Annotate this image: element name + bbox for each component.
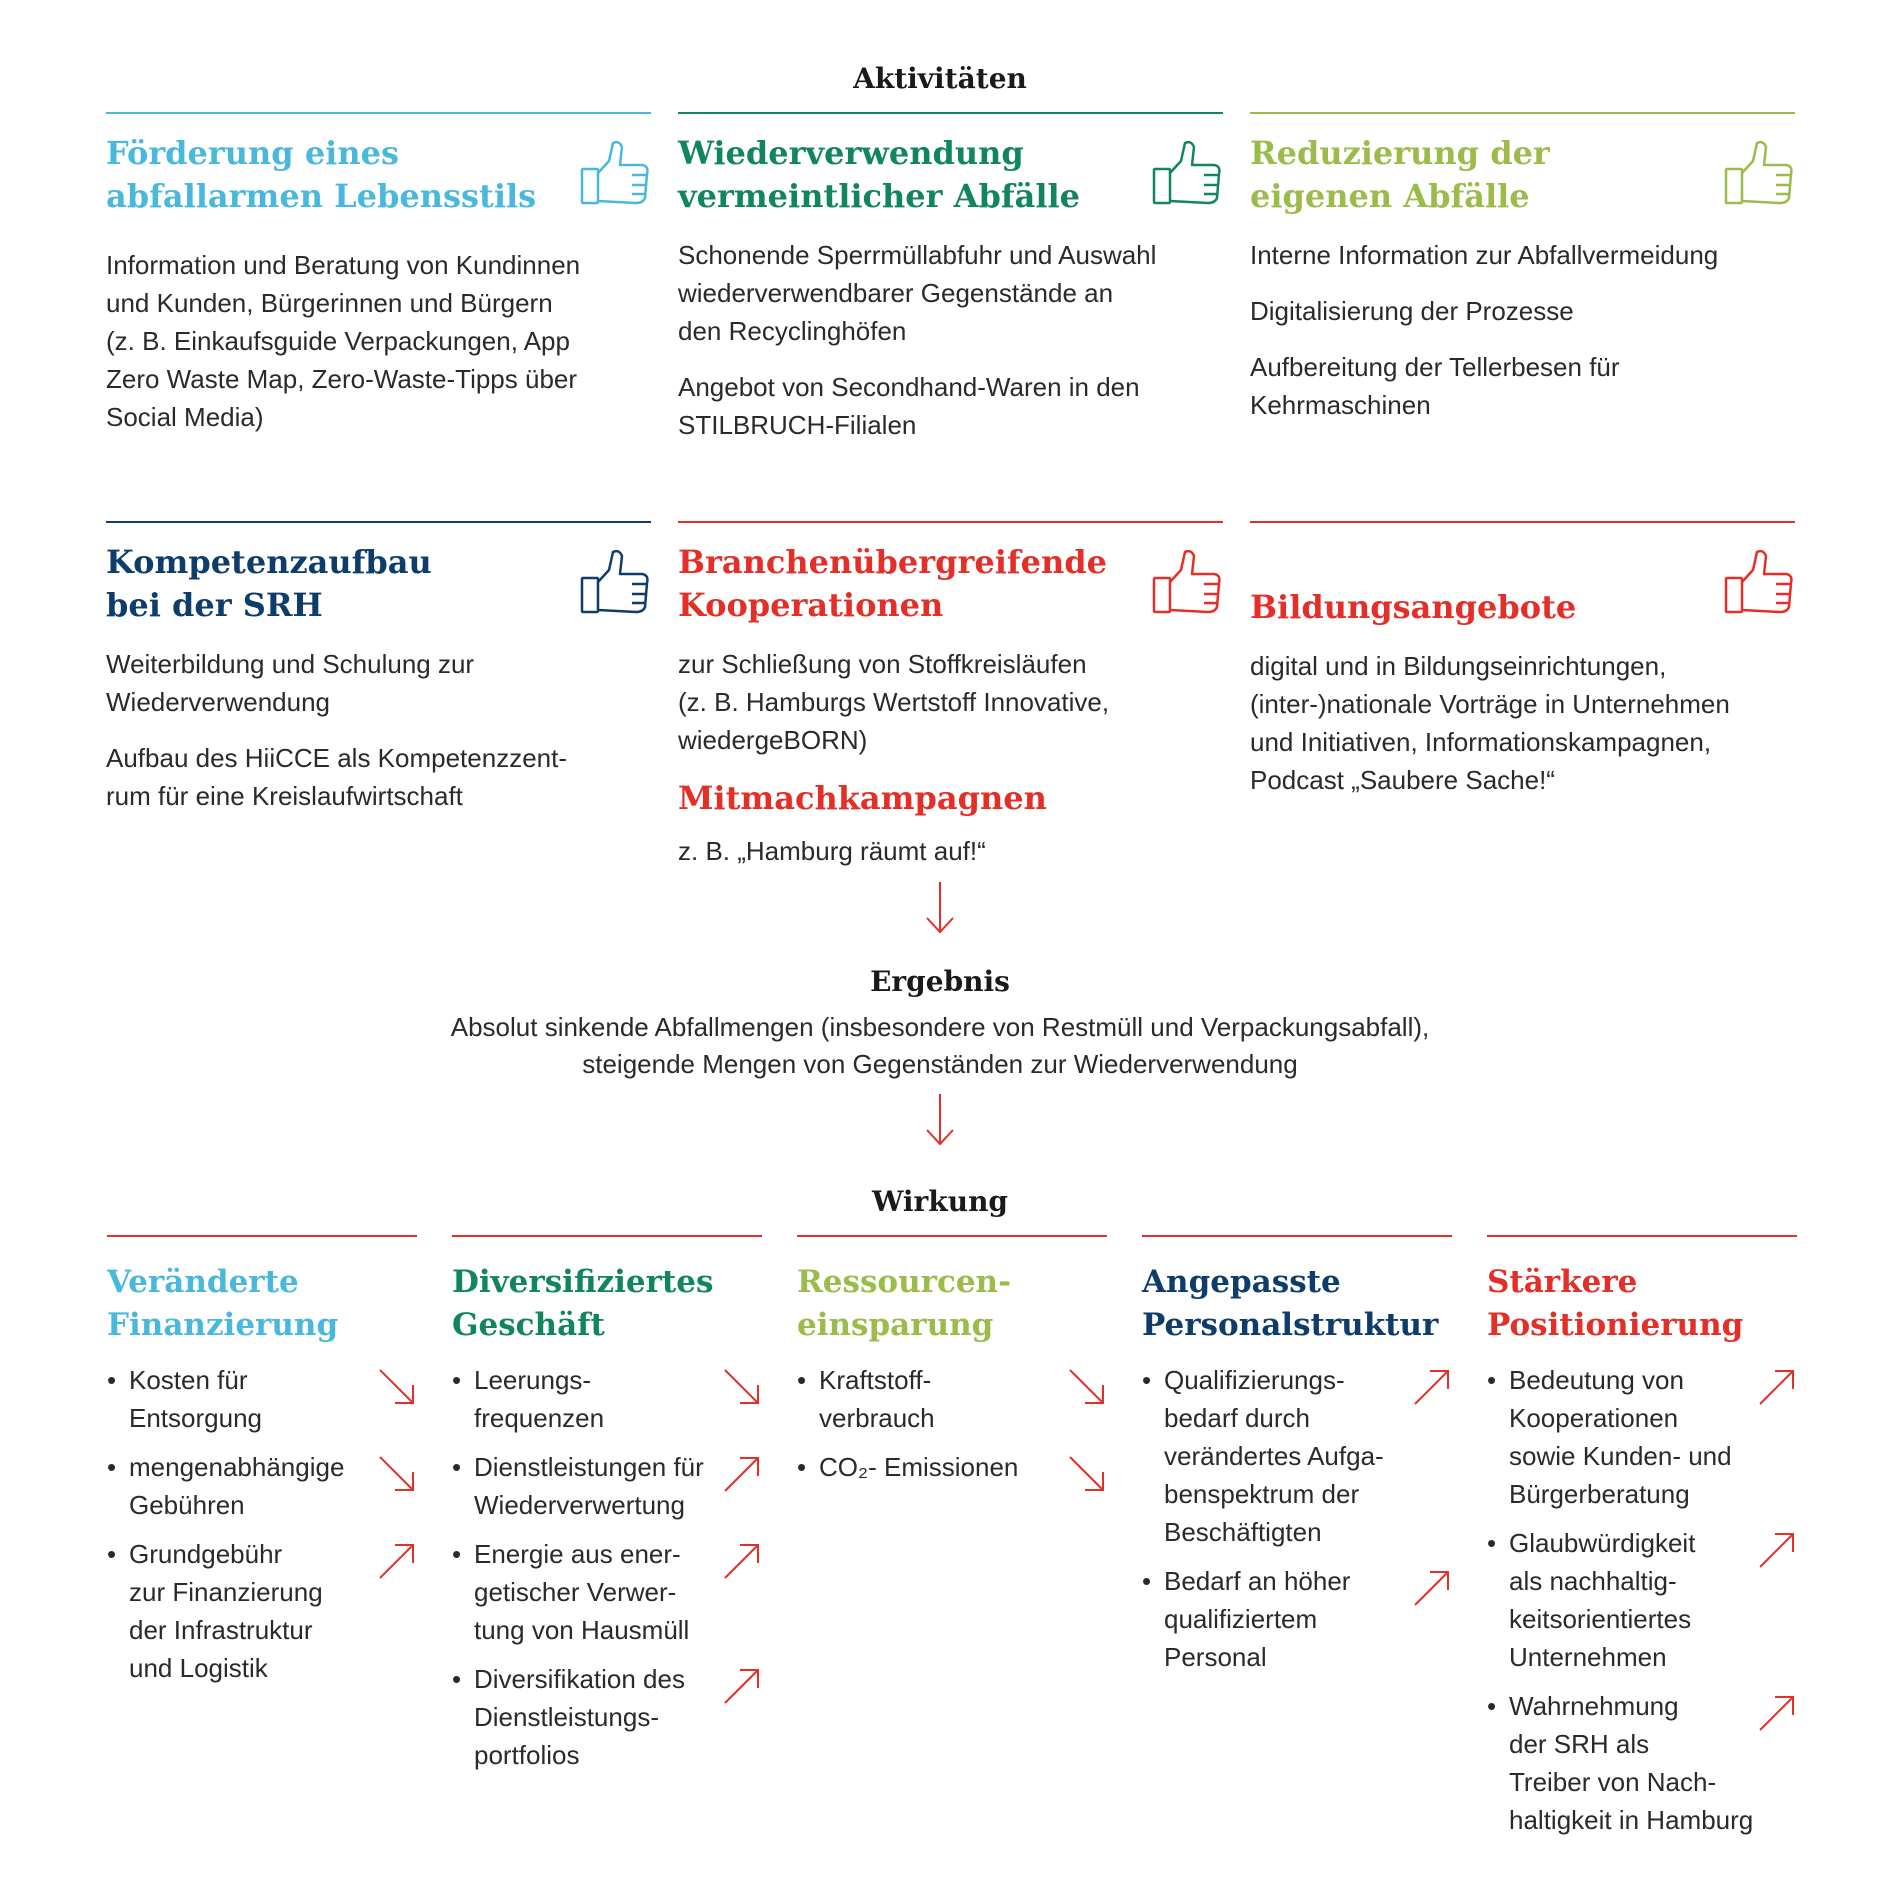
box-title-line: Personalstruktur [1142, 1307, 1439, 1343]
impact-item-line: der Infrastruktur [129, 1615, 313, 1645]
box-title-line: Diversifiziertes [452, 1264, 714, 1300]
result-line-2: steigende Mengen von Gegenständen zur Wiederverwendung [582, 1049, 1298, 1079]
bullet-dot: • [1142, 1365, 1152, 1395]
impact-heading: Wirkung [871, 1185, 1009, 1218]
paragraph-line: digital und in Bildungseinrichtungen, [1250, 651, 1667, 681]
paragraph-line: Wiederverwendung [106, 687, 331, 717]
box-title-line: Wiederverwendung [678, 134, 1024, 172]
thumbs-up-icon [1723, 546, 1795, 618]
impact-item [1487, 1361, 1797, 1513]
paragraph-line: Angebot von Secondhand-Waren in den [678, 372, 1140, 402]
section-divider [452, 1235, 762, 1237]
box-title [797, 1261, 1107, 1347]
trend-up-arrow-icon [1412, 1367, 1452, 1407]
box-title-line: Veränderte [107, 1264, 299, 1300]
impact-item-line: Diversifikation des [474, 1664, 685, 1694]
trend-up-arrow-icon [377, 1541, 417, 1581]
impact-item-line: Wahrnehmung [1509, 1691, 1679, 1721]
section-divider [106, 521, 651, 523]
impact-item-line: als nachhaltig- [1509, 1566, 1677, 1596]
paragraph-line: STILBRUCH-Filialen [678, 410, 917, 440]
box-title-line: Finanzierung [107, 1307, 339, 1343]
activity-box-competence [106, 521, 651, 815]
impact-item [797, 1361, 1107, 1437]
description-paragraph [1250, 348, 1795, 424]
paragraph-line: Social Media) [106, 402, 264, 432]
impact-item-line: Gebühren [129, 1490, 245, 1520]
impact-item [452, 1660, 762, 1774]
description-paragraph [678, 832, 1223, 870]
impact-item-line: tung von Hausmüll [474, 1615, 690, 1645]
description-paragraph [106, 739, 651, 815]
impact-item-line: portfolios [474, 1740, 580, 1770]
result-line-1: Absolut sinkende Abfallmengen (insbesondere von Restmüll und Verpackungsabfall), [450, 1012, 1430, 1042]
impact-item [107, 1535, 417, 1687]
impact-item-line: Bedarf an höher [1164, 1566, 1351, 1596]
paragraph-line: Aufbereitung der Tellerbesen für [1250, 352, 1620, 382]
box-title-line: Geschäft [452, 1307, 605, 1343]
description-paragraph [678, 645, 1223, 759]
description-paragraph [1250, 236, 1795, 274]
impact-item [452, 1448, 762, 1524]
impact-item-line: Qualifizierungs- [1164, 1365, 1345, 1395]
thumbs-up-icon [1723, 137, 1795, 209]
box-title [107, 1261, 417, 1347]
impact-item-line: der SRH als [1509, 1729, 1650, 1759]
impact-item-line: benspektrum der [1164, 1479, 1360, 1509]
box-title-line: bei der SRH [106, 586, 323, 624]
impact-item [1142, 1562, 1452, 1676]
impact-item-line: verbrauch [819, 1403, 935, 1433]
bullet-dot: • [452, 1365, 462, 1395]
paragraph-line: Weiterbildung und Schulung zur [106, 649, 475, 679]
impact-item-line: CO₂- Emissionen [819, 1452, 1019, 1482]
box-title [106, 541, 651, 627]
impact-item [452, 1535, 762, 1649]
description-paragraph [106, 246, 651, 436]
box-title-line: Förderung eines [106, 134, 399, 172]
impact-item-line: Personal [1164, 1642, 1267, 1672]
description-paragraph [1250, 647, 1795, 799]
impact-item-line: Kosten für [129, 1365, 248, 1395]
thumbs-up-icon [1151, 137, 1223, 209]
impact-list [1142, 1361, 1452, 1676]
box-title-line: Stärkere [1487, 1264, 1638, 1300]
box-title-line: Kooperationen [678, 586, 944, 624]
activity-box-reuse [678, 112, 1223, 444]
trend-up-arrow-icon [1412, 1568, 1452, 1608]
box-title-line: Branchenübergreifende [678, 543, 1108, 581]
section-divider [797, 1235, 1107, 1237]
impact-item-line: frequenzen [474, 1403, 605, 1433]
impact-list [107, 1361, 417, 1687]
box-subtitle: Mitmachkampagnen [678, 779, 1047, 817]
section-divider [1250, 521, 1795, 523]
impact-column-financing [107, 1235, 417, 1698]
box-title-line: Positionierung [1487, 1307, 1744, 1343]
thumbs-up-icon [579, 137, 651, 209]
paragraph-line: wiedergeBORN) [678, 725, 868, 755]
box-title-line: vermeintlicher Abfälle [678, 177, 1081, 215]
paragraph-line: (z. B. Einkaufsguide Verpackungen, App [106, 326, 570, 356]
bullet-dot: • [107, 1365, 117, 1395]
impact-item-line: Energie aus ener- [474, 1539, 681, 1569]
impact-item-line: Grundgebühr [129, 1539, 283, 1569]
trend-down-arrow-icon [1067, 1454, 1107, 1494]
impact-item-line: Bedeutung von [1509, 1365, 1684, 1395]
impact-item-line: sowie Kunden- und [1509, 1441, 1732, 1471]
impact-item [452, 1361, 762, 1437]
paragraph-line: zur Schließung von Stoffkreisläufen [678, 649, 1087, 679]
impact-list [1487, 1361, 1797, 1839]
down-arrow-icon [922, 880, 958, 936]
paragraph-line: z. B. „Hamburg räumt auf!“ [678, 836, 986, 866]
activities-heading: Aktivitäten [853, 62, 1027, 95]
paragraph-line: (inter-)nationale Vorträge in Unternehmen [1250, 689, 1730, 719]
down-arrow-icon [922, 1092, 958, 1148]
paragraph-line: rum für eine Kreislaufwirtschaft [106, 781, 463, 811]
impact-item-line: Treiber von Nach- [1509, 1767, 1717, 1797]
impact-item [107, 1361, 417, 1437]
paragraph-line: Digitalisierung der Prozesse [1250, 296, 1574, 326]
box-title-line: Kompetenzaufbau [106, 543, 432, 581]
description-paragraph [1250, 292, 1795, 330]
thumbs-up-icon [1151, 546, 1223, 618]
box-title [678, 541, 1223, 627]
box-title [1487, 1261, 1797, 1347]
box-title-line: Ressourcen- [797, 1264, 1011, 1300]
impact-item-line: Unternehmen [1509, 1642, 1667, 1672]
box-title-line: eigenen Abfälle [1250, 177, 1530, 215]
section-divider [107, 1235, 417, 1237]
impact-list [797, 1361, 1107, 1486]
trend-up-arrow-icon [1757, 1367, 1797, 1407]
impact-item-line: Dienstleistungen für [474, 1452, 704, 1482]
impact-item [1142, 1361, 1452, 1551]
section-divider [1487, 1235, 1797, 1237]
box-title [1250, 132, 1795, 218]
impact-column-business [452, 1235, 762, 1785]
description-paragraph [678, 368, 1223, 444]
impact-item-line: Dienstleistungs- [474, 1702, 659, 1732]
box-title-line: Bildungsangebote [1250, 588, 1577, 626]
box-title-line: Angepasste [1142, 1264, 1341, 1300]
impact-item-line: getischer Verwer- [474, 1577, 677, 1607]
paragraph-line: Schonende Sperrmüllabfuhr und Auswahl [678, 240, 1157, 270]
activity-box-own-waste [1250, 112, 1795, 424]
bullet-dot: • [452, 1664, 462, 1694]
box-title [1250, 586, 1795, 629]
paragraph-line: wiederverwendbarer Gegenstände an [678, 278, 1114, 308]
impact-item-line: Wiederverwertung [474, 1490, 685, 1520]
impact-item-line: zur Finanzierung [129, 1577, 323, 1607]
impact-item-line: keitsorientiertes [1509, 1604, 1692, 1634]
impact-item-line: und Logistik [129, 1653, 268, 1683]
impact-column-personnel [1142, 1235, 1452, 1687]
bullet-dot: • [107, 1539, 117, 1569]
impact-item-line: mengenabhängige [129, 1452, 345, 1482]
trend-down-arrow-icon [1067, 1367, 1107, 1407]
trend-down-arrow-icon [377, 1454, 417, 1494]
impact-item [1487, 1687, 1797, 1839]
description-paragraph [678, 236, 1223, 350]
impact-item-line: Beschäftigten [1164, 1517, 1322, 1547]
section-divider [106, 112, 651, 114]
impact-item-line: Kooperationen [1509, 1403, 1679, 1433]
section-divider [678, 112, 1223, 114]
trend-up-arrow-icon [1757, 1530, 1797, 1570]
paragraph-line: Information und Beratung von Kundinnen [106, 250, 581, 280]
box-title [1142, 1261, 1452, 1347]
impact-item [107, 1448, 417, 1524]
impact-item-line: Glaubwürdigkeit [1509, 1528, 1696, 1558]
impact-item-line: Kraftstoff- [819, 1365, 932, 1395]
bullet-dot: • [1487, 1365, 1497, 1395]
bullet-dot: • [452, 1452, 462, 1482]
activity-box-education [1250, 521, 1795, 799]
bullet-dot: • [107, 1452, 117, 1482]
trend-down-arrow-icon [722, 1367, 762, 1407]
result-heading: Ergebnis [870, 965, 1010, 998]
bullet-dot: • [797, 1365, 807, 1395]
paragraph-line: den Recyclinghöfen [678, 316, 907, 346]
section-divider [1142, 1235, 1452, 1237]
trend-up-arrow-icon [1757, 1693, 1797, 1733]
section-divider [678, 521, 1223, 523]
activity-box-cooperation [678, 521, 1223, 870]
bullet-dot: • [1487, 1691, 1497, 1721]
description-paragraph [106, 645, 651, 721]
bullet-dot: • [452, 1539, 462, 1569]
paragraph-line: Zero Waste Map, Zero-Waste-Tipps über [106, 364, 578, 394]
impact-item-line: verändertes Aufga- [1164, 1441, 1384, 1471]
trend-up-arrow-icon [722, 1541, 762, 1581]
impact-item-line: qualifiziertem [1164, 1604, 1318, 1634]
impact-item-line: bedarf durch [1164, 1403, 1310, 1433]
bullet-dot: • [797, 1452, 807, 1482]
paragraph-line: und Kunden, Bürgerinnen und Bürgern [106, 288, 553, 318]
box-title [678, 132, 1223, 218]
impact-item-line: Entsorgung [129, 1403, 262, 1433]
impact-item-line: haltigkeit in Hamburg [1509, 1805, 1754, 1835]
paragraph-line: Podcast „Saubere Sache!“ [1250, 765, 1555, 795]
paragraph-line: (z. B. Hamburgs Wertstoff Innovative, [678, 687, 1110, 717]
bullet-dot: • [1487, 1528, 1497, 1558]
paragraph-line: Aufbau des HiiCCE als Kompetenzzent- [106, 743, 568, 773]
activity-box-lifestyle [106, 112, 651, 436]
box-title-line: einsparung [797, 1307, 994, 1343]
thumbs-up-icon [579, 546, 651, 618]
impact-item [797, 1448, 1107, 1486]
impact-list [452, 1361, 762, 1774]
paragraph-line: und Initiativen, Informationskampagnen, [1250, 727, 1712, 757]
box-title-line: abfallarmen Lebensstils [106, 177, 537, 215]
trend-down-arrow-icon [377, 1367, 417, 1407]
paragraph-line: Interne Information zur Abfallvermeidung [1250, 240, 1719, 270]
impact-item-line: Leerungs- [474, 1365, 592, 1395]
impact-item [1487, 1524, 1797, 1676]
box-title [452, 1261, 762, 1347]
box-title-line: Reduzierung der [1250, 134, 1550, 172]
impact-column-resources [797, 1235, 1107, 1497]
paragraph-line: Kehrmaschinen [1250, 390, 1431, 420]
impact-item-line: Bürgerberatung [1509, 1479, 1690, 1509]
trend-up-arrow-icon [722, 1666, 762, 1706]
box-title [106, 132, 651, 218]
trend-up-arrow-icon [722, 1454, 762, 1494]
section-divider [1250, 112, 1795, 114]
impact-column-positioning [1487, 1235, 1797, 1850]
bullet-dot: • [1142, 1566, 1152, 1596]
